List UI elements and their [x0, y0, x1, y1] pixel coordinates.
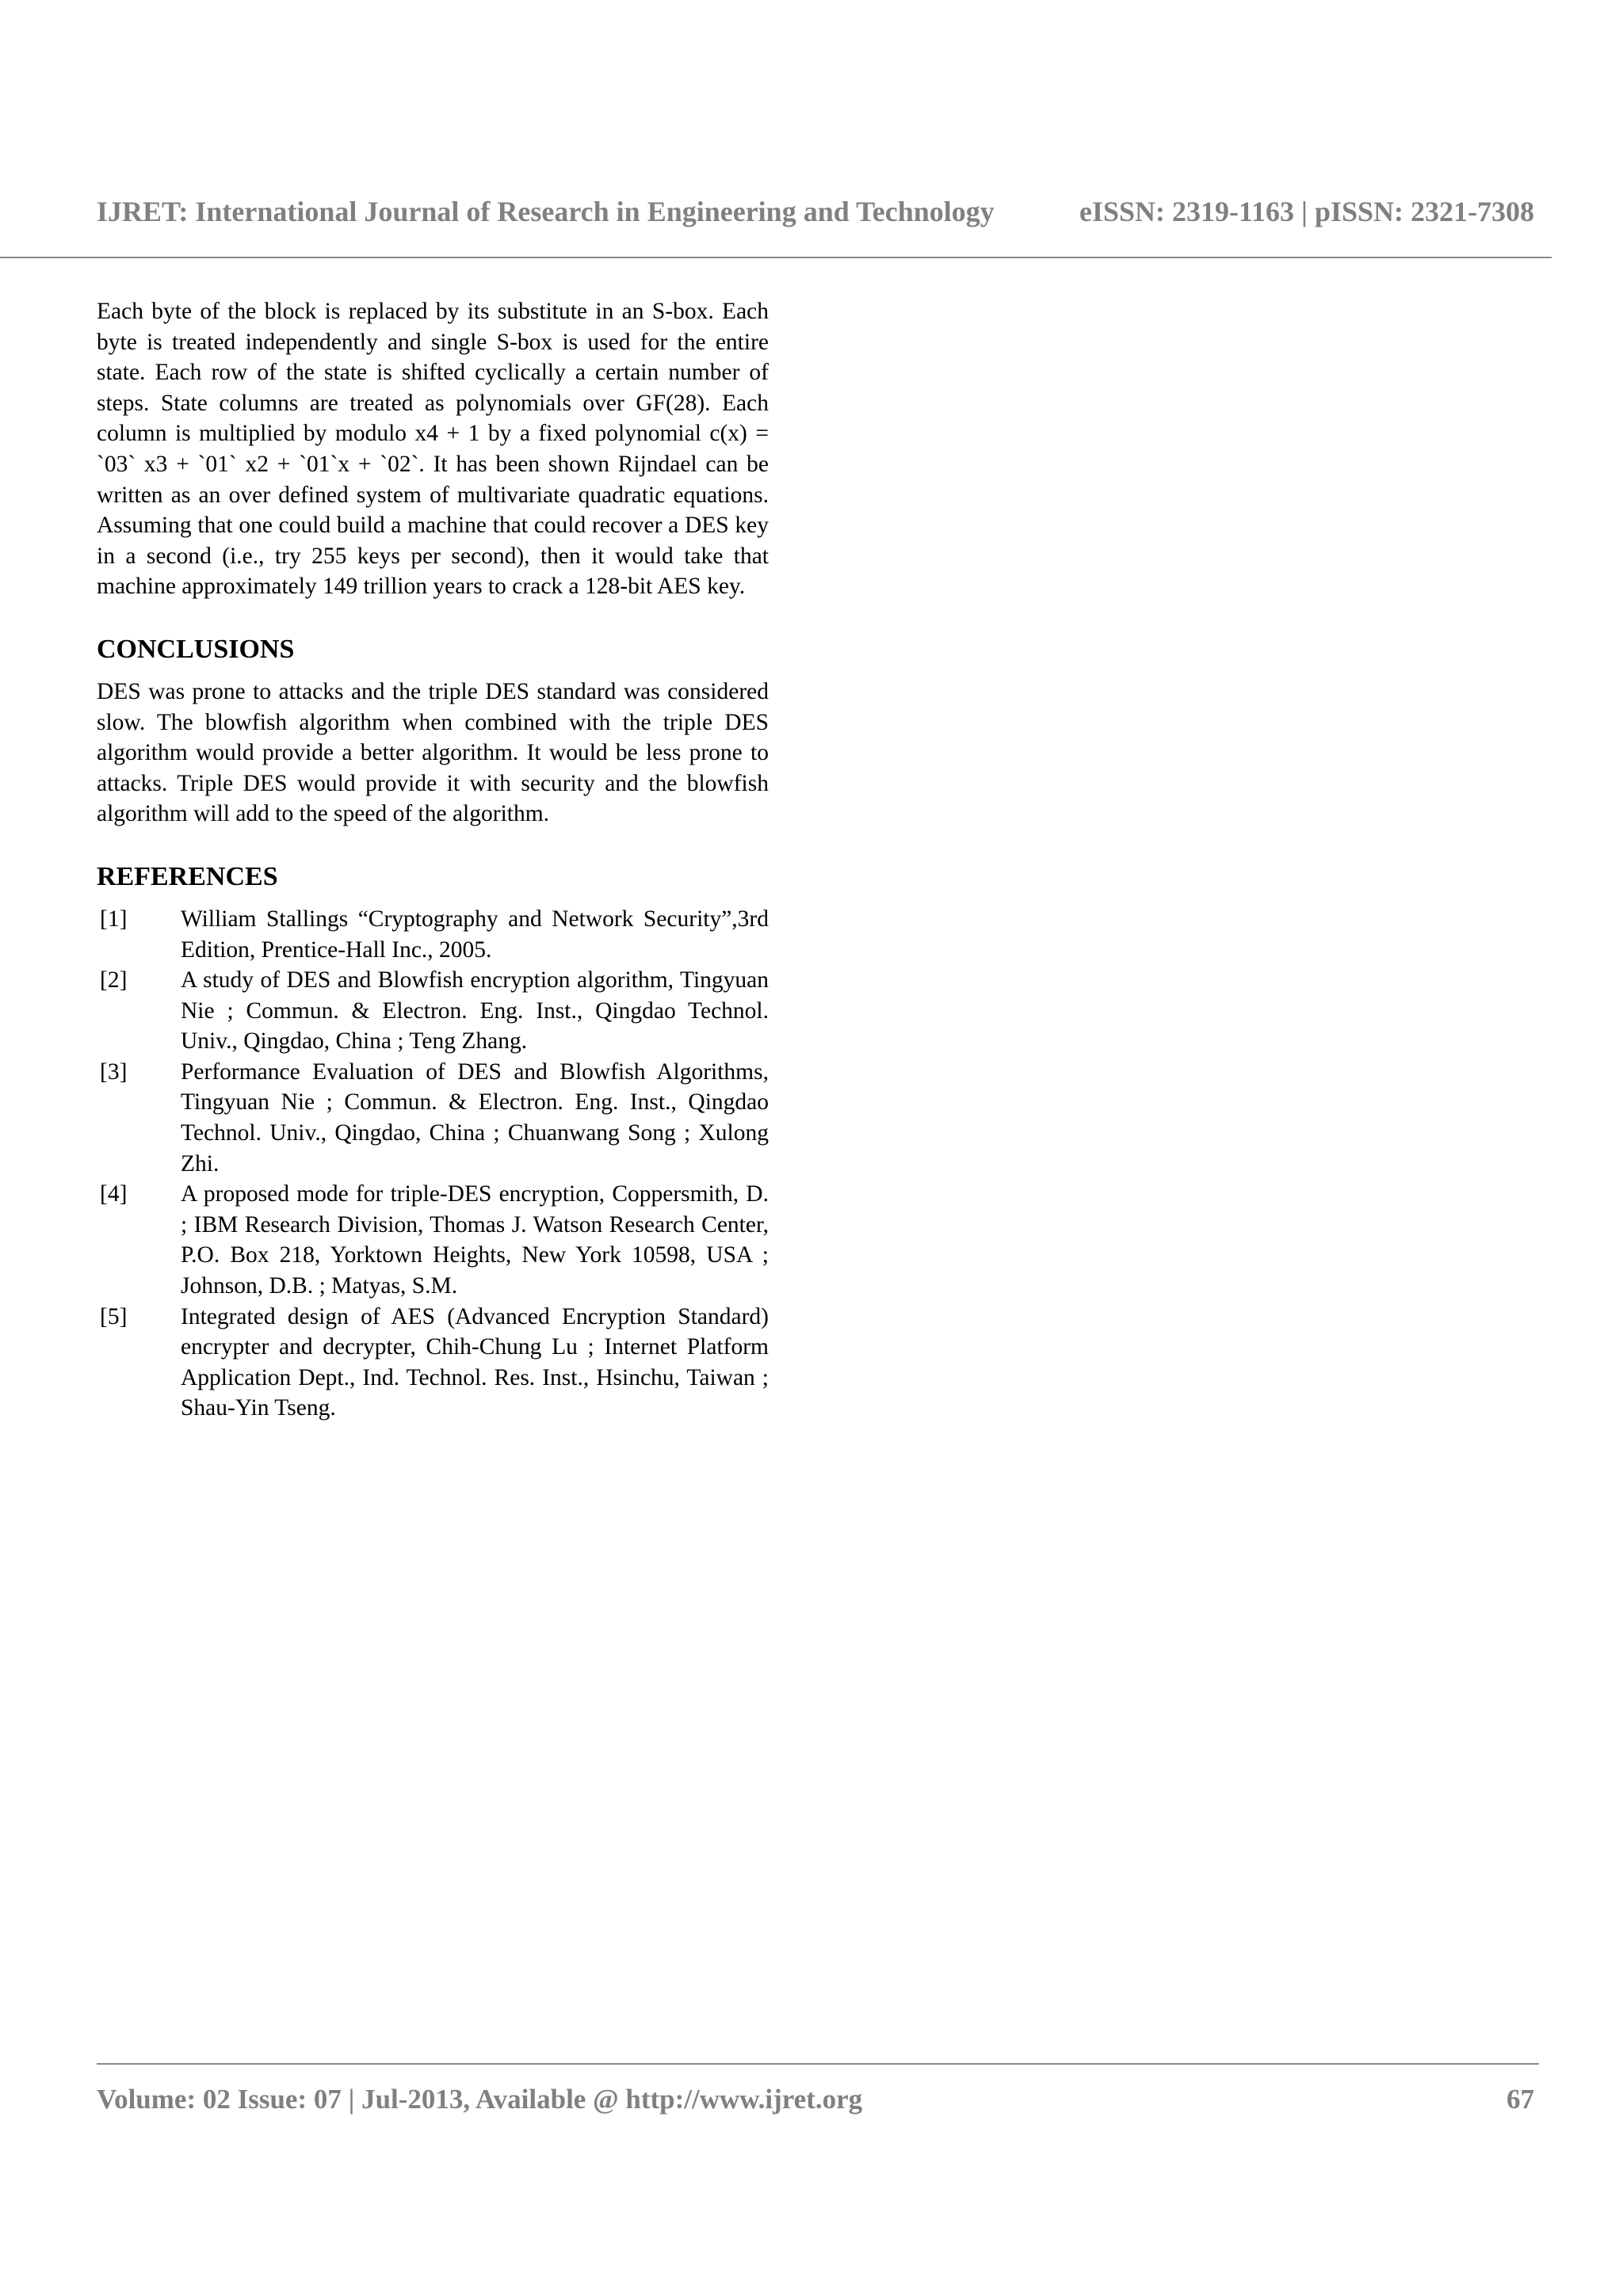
conclusions-paragraph: DES was prone to attacks and the triple DES standard was considered slow. The blowfish algorithm when combined with the triple DES algorithm would provide a better algorithm. It would be less prone to attacks. Triple DES would provide it with security and the blowfish algorithm will add to the speed of the algorithm.	[97, 678, 769, 827]
reference-item	[97, 965, 769, 1057]
reference-item	[97, 1057, 769, 1179]
intro-paragraph: Each byte of the block is replaced by its substitute in an S-box. Each byte is treated independently and single S-box is used for the entire state. Each row of the state is shifted cyclically a certain number of steps. State columns are treated as polynomials over GF(28). Each column is multiplied by modulo x4 + 1 by a fixed polynomial c(x) = `03` x3 + `01` x2 + `01`x + `02`. It has been shown Rijndael can be written as an over defined system of multivariate quadratic equations. Assuming that one could build a machine that could recover a DES key in a second (i.e., try 255 keys per second), then it would take that machine approximately 149 trillion years to crack a 128-bit AES key.	[97, 299, 769, 600]
reference-list	[97, 904, 769, 1424]
reference-number: [1]	[100, 906, 128, 932]
references-heading: REFERENCES	[97, 861, 278, 891]
journal-title: IJRET: International Journal of Research in Engineering and Technology	[97, 196, 995, 227]
reference-number: [2]	[100, 967, 128, 994]
reference-number: [4]	[100, 1181, 128, 1207]
reference-text: A proposed mode for triple-DES encryption, Coppersmith, D. ; IBM Research Division, Thomas J. Watson Research Center, P.O. Box 218, Yorktown Heights, New York 10598, USA ; Johnson, D.B. ; Matyas, S.M.	[181, 1181, 769, 1299]
running-header	[97, 195, 1534, 233]
header-divider	[0, 257, 1552, 258]
conclusions-heading: CONCLUSIONS	[97, 634, 295, 664]
reference-item	[97, 904, 769, 965]
reference-item	[97, 1302, 769, 1424]
reference-number: [5]	[100, 1303, 128, 1329]
issn-info: eISSN: 2319-1163 | pISSN: 2321-7308	[1079, 196, 1534, 227]
reference-item	[97, 1179, 769, 1301]
left-column	[97, 296, 769, 1424]
page-number: 67	[1507, 2084, 1534, 2115]
reference-text: William Stallings “Cryptography and Network Security”,3rd Edition, Prentice-Hall Inc., 2005.	[181, 906, 769, 963]
footer-divider	[97, 2063, 1539, 2065]
reference-number: [3]	[100, 1058, 128, 1085]
reference-text: A study of DES and Blowfish encryption algorithm, Tingyuan Nie ; Commun. & Electron. Eng. Inst., Qingdao Technol. Univ., Qingdao, China ; Teng Zhang.	[181, 967, 769, 1055]
reference-text: Integrated design of AES (Advanced Encryption Standard) encrypter and decrypter, Chih-Chung Lu ; Internet Platform Application Dept., Ind. Technol. Res. Inst., Hsinchu, Taiwan ; Shau-Yin Tseng.	[181, 1303, 769, 1421]
volume-info: Volume: 02 Issue: 07 | Jul-2013, Available @ http://www.ijret.org	[97, 2084, 863, 2115]
reference-text: Performance Evaluation of DES and Blowfish Algorithms, Tingyuan Nie ; Commun. & Electron. Eng. Inst., Qingdao Technol. Univ., Qingdao, China ; Chuanwang Song ; Xulong Zhi.	[181, 1058, 769, 1177]
